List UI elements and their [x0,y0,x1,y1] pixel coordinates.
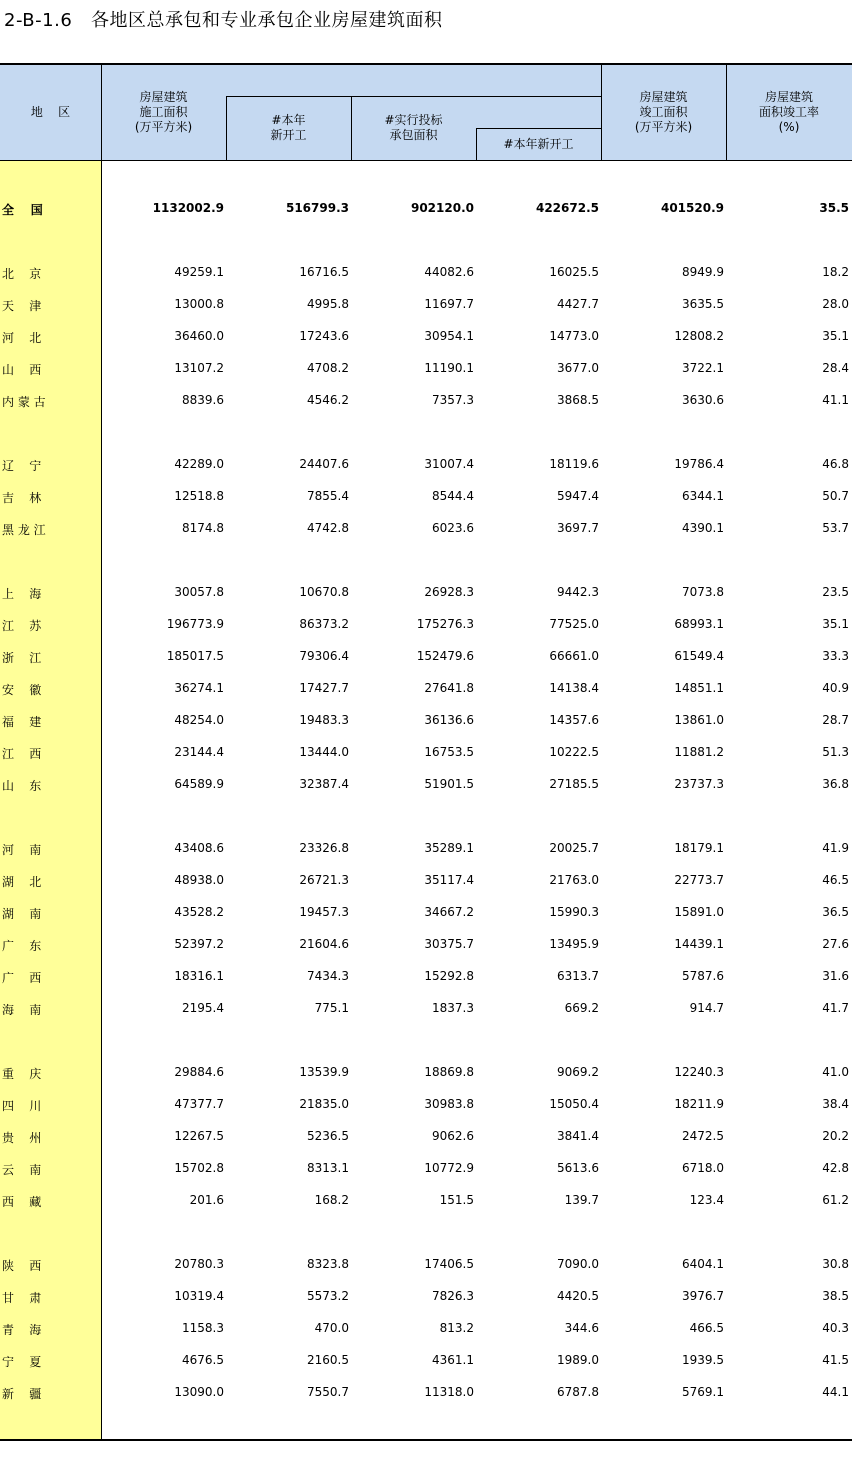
table-cell: 470.0 [314,1321,349,1335]
table-cell: 3841.4 [557,1129,599,1143]
table-cell: 152479.6 [416,649,474,663]
table-cell: 2472.5 [682,1129,724,1143]
region-name: 重 庆 [2,1067,42,1081]
table-cell: 36136.6 [424,713,474,727]
table-cell: 123.4 [689,1193,724,1207]
region-name: 甘 肃 [2,1291,42,1305]
table-cell: 66661.0 [549,649,599,663]
table-cell: 14773.0 [549,329,599,343]
table-cell: 30.8 [822,1257,849,1271]
table-cell: 48938.0 [174,873,224,887]
table-row [0,262,852,282]
table-cell: 11697.7 [424,297,474,311]
table-row [0,358,852,378]
table-row [0,1382,852,1402]
table-cell: 5613.6 [557,1161,599,1175]
table-cell: 27.6 [822,937,849,951]
header-tender-area: #实行投标 承包面积 [384,113,443,142]
table-cell: 27641.8 [424,681,474,695]
table-cell: 4742.8 [307,521,349,535]
table-cell: 77525.0 [549,617,599,631]
table-row [0,934,852,954]
region-name: 云 南 [2,1163,42,1177]
table-cell: 30983.8 [424,1097,474,1111]
region-name: 浙 江 [2,651,42,665]
table-cell: 5787.6 [682,969,724,983]
table-cell: 34667.2 [424,905,474,919]
table-cell: 15891.0 [674,905,724,919]
table-cell: 30954.1 [424,329,474,343]
table-cell: 18316.1 [174,969,224,983]
table-cell: 12808.2 [674,329,724,343]
table-cell: 2195.4 [182,1001,224,1015]
table-row [0,870,852,890]
table-cell: 23.5 [822,585,849,599]
table-row [0,1254,852,1274]
table-cell: 3722.1 [682,361,724,375]
table-cell: 42289.0 [174,457,224,471]
table-cell: 516799.3 [285,201,349,215]
table-cell: 26928.3 [424,585,474,599]
region-name: 贵 州 [2,1131,42,1145]
region-name: 河 南 [2,843,42,857]
table-cell: 40.3 [822,1321,849,1335]
region-name: 黑 龙 江 [2,523,46,537]
region-name: 吉 林 [2,491,42,505]
table-cell: 8544.4 [432,489,474,503]
table-cell: 15050.4 [549,1097,599,1111]
table-cell: 16753.5 [424,745,474,759]
table-cell: 8949.9 [682,265,724,279]
table-cell: 10319.4 [174,1289,224,1303]
table-cell: 669.2 [564,1001,599,1015]
table-cell: 41.5 [822,1353,849,1367]
table-cell: 17406.5 [424,1257,474,1271]
table-cell: 13539.9 [299,1065,349,1079]
table-cell: 6787.8 [557,1385,599,1399]
table-cell: 13107.2 [174,361,224,375]
header-construction-area: 房屋建筑 施工面积 (万平方米) [134,89,193,134]
table-cell: 11190.1 [424,361,474,375]
table-cell: 6718.0 [682,1161,724,1175]
region-name: 河 北 [2,331,42,345]
table-cell: 36.8 [822,777,849,791]
region-name: 辽 宁 [2,459,42,473]
table-cell: 44082.6 [424,265,474,279]
region-name: 内 蒙 古 [2,395,46,409]
table-cell: 28.7 [822,713,849,727]
region-name: 广 西 [2,971,42,985]
table-cell: 23737.3 [674,777,724,791]
table-cell: 139.7 [564,1193,599,1207]
table-cell: 14138.4 [549,681,599,695]
region-name: 江 苏 [2,619,42,633]
table-row [0,1318,852,1338]
table-cell: 13861.0 [674,713,724,727]
table-row [0,1062,852,1082]
table-cell: 27185.5 [549,777,599,791]
table-cell: 41.1 [822,393,849,407]
table-cell: 6313.7 [557,969,599,983]
table-cell: 10772.9 [424,1161,474,1175]
table-row [0,1126,852,1146]
table-cell: 33.3 [822,649,849,663]
table-cell: 43408.6 [174,841,224,855]
table-cell: 35.1 [822,617,849,631]
table-cell: 6023.6 [432,521,474,535]
region-name: 山 西 [2,363,42,377]
table-cell: 185017.5 [166,649,224,663]
region-name: 天 津 [2,299,42,313]
table-cell: 29884.6 [174,1065,224,1079]
table-row [0,1286,852,1306]
table-cell: 36274.1 [174,681,224,695]
table-cell: 13444.0 [299,745,349,759]
table-cell: 13090.0 [174,1385,224,1399]
region-name: 北 京 [2,267,42,281]
table-cell: 401520.9 [660,201,724,215]
table-row [0,966,852,986]
table-cell: 3697.7 [557,521,599,535]
table-cell: 21604.6 [299,937,349,951]
table-cell: 7090.0 [557,1257,599,1271]
region-name: 宁 夏 [2,1355,42,1369]
table-cell: 3868.5 [557,393,599,407]
table-cell: 4361.1 [432,1353,474,1367]
region-name: 福 建 [2,715,42,729]
table-cell: 36460.0 [174,329,224,343]
table-cell: 1939.5 [682,1353,724,1367]
table-cell: 151.5 [439,1193,474,1207]
table-cell: 7434.3 [307,969,349,983]
table-cell: 18211.9 [674,1097,724,1111]
region-name: 湖 北 [2,875,42,889]
table-row [0,646,852,666]
table-row [0,614,852,634]
table-cell: 4420.5 [557,1289,599,1303]
region-name: 安 徽 [2,683,42,697]
table-cell: 41.0 [822,1065,849,1079]
table-cell: 15990.3 [549,905,599,919]
table-cell: 7073.8 [682,585,724,599]
table-row [0,1158,852,1178]
table-cell: 18.2 [822,265,849,279]
table-cell: 8313.1 [307,1161,349,1175]
table-cell: 5573.2 [307,1289,349,1303]
table-cell: 53.7 [822,521,849,535]
table-bottom-border [0,1439,852,1441]
table-cell: 11318.0 [424,1385,474,1399]
table-cell: 30375.7 [424,937,474,951]
region-name: 上 海 [2,587,42,601]
table-cell: 914.7 [689,1001,724,1015]
table-cell: 13495.9 [549,937,599,951]
page-title: 2-B-1.6 各地区总承包和专业承包企业房屋建筑面积 [4,10,443,31]
table-cell: 42.8 [822,1161,849,1175]
table-cell: 21763.0 [549,873,599,887]
table-cell: 1158.3 [182,1321,224,1335]
table-cell: 12240.3 [674,1065,724,1079]
table-cell: 36.5 [822,905,849,919]
table-cell: 4546.2 [307,393,349,407]
table-cell: 19483.3 [299,713,349,727]
table-cell: 196773.9 [166,617,224,631]
table-row [0,838,852,858]
header-completion-rate: 房屋建筑 面积竣工率 (%) [758,89,819,134]
table-cell: 9069.2 [557,1065,599,1079]
table-cell: 775.1 [314,1001,349,1015]
table-cell: 4708.2 [307,361,349,375]
region-name: 陕 西 [2,1259,42,1273]
table-cell: 50.7 [822,489,849,503]
table-cell: 3677.0 [557,361,599,375]
region-column-background [0,160,101,1440]
table-cell: 9442.3 [557,585,599,599]
table-cell: 10670.8 [299,585,349,599]
table-row [0,390,852,410]
table-cell: 22773.7 [674,873,724,887]
table-row [0,198,852,218]
region-name: 山 东 [2,779,42,793]
table-cell: 46.5 [822,873,849,887]
table-cell: 9062.6 [432,1129,474,1143]
table-cell: 47377.7 [174,1097,224,1111]
table-cell: 3630.6 [682,393,724,407]
table-cell: 26721.3 [299,873,349,887]
table-cell: 18179.1 [674,841,724,855]
table-row [0,1350,852,1370]
table-cell: 15702.8 [174,1161,224,1175]
table-cell: 79306.4 [299,649,349,663]
table-cell: 31.6 [822,969,849,983]
table-cell: 31007.4 [424,457,474,471]
table-cell: 18869.8 [424,1065,474,1079]
table-row [0,678,852,698]
table-cell: 14357.6 [549,713,599,727]
table-cell: 24407.6 [299,457,349,471]
region-name: 海 南 [2,1003,42,1017]
table-cell: 8174.8 [182,521,224,535]
table-cell: 41.9 [822,841,849,855]
table-cell: 4995.8 [307,297,349,311]
table-cell: 1837.3 [432,1001,474,1015]
table-cell: 64589.9 [174,777,224,791]
header-completed-area: 房屋建筑 竣工面积 (万平方米) [634,89,693,134]
table-row [0,774,852,794]
table-cell: 20.2 [822,1129,849,1143]
table-cell: 38.5 [822,1289,849,1303]
table-cell: 1989.0 [557,1353,599,1367]
table-cell: 4676.5 [182,1353,224,1367]
table-cell: 4390.1 [682,521,724,535]
table-row [0,1094,852,1114]
table-cell: 6344.1 [682,489,724,503]
table-cell: 3635.5 [682,297,724,311]
table-cell: 3976.7 [682,1289,724,1303]
table-cell: 35117.4 [424,873,474,887]
table-cell: 7855.4 [307,489,349,503]
region-name: 新 疆 [2,1387,42,1401]
table-cell: 344.6 [564,1321,599,1335]
table-cell: 46.8 [822,457,849,471]
table-cell: 48254.0 [174,713,224,727]
header-tender-new-start: #本年新开工 [503,136,574,151]
table-cell: 30057.8 [174,585,224,599]
region-name: 青 海 [2,1323,42,1337]
table-cell: 902120.0 [410,201,474,215]
table-cell: 13000.8 [174,297,224,311]
table-cell: 175276.3 [416,617,474,631]
region-name: 湖 南 [2,907,42,921]
table-cell: 35.1 [822,329,849,343]
table-cell: 5769.1 [682,1385,724,1399]
table-cell: 7826.3 [432,1289,474,1303]
table-cell: 12518.8 [174,489,224,503]
table-cell: 32387.4 [299,777,349,791]
table-cell: 7550.7 [307,1385,349,1399]
table-row [0,326,852,346]
header-new-start: #本年 新开工 [270,113,307,142]
table-cell: 16025.5 [549,265,599,279]
table-cell: 51901.5 [424,777,474,791]
table-row [0,582,852,602]
table-cell: 20025.7 [549,841,599,855]
table-cell: 8323.8 [307,1257,349,1271]
table-cell: 11881.2 [674,745,724,759]
table-row [0,518,852,538]
table-cell: 38.4 [822,1097,849,1111]
table-cell: 86373.2 [299,617,349,631]
table-cell: 17243.6 [299,329,349,343]
table-cell: 813.2 [439,1321,474,1335]
table-cell: 8839.6 [182,393,224,407]
table-cell: 422672.5 [535,201,599,215]
table-row [0,742,852,762]
table-cell: 14439.1 [674,937,724,951]
table-cell: 41.7 [822,1001,849,1015]
table-cell: 18119.6 [549,457,599,471]
table-cell: 28.0 [822,297,849,311]
table-cell: 49259.1 [174,265,224,279]
table-cell: 19457.3 [299,905,349,919]
table-row [0,902,852,922]
table-cell: 16716.5 [299,265,349,279]
table-cell: 21835.0 [299,1097,349,1111]
table-cell: 68993.1 [674,617,724,631]
region-name: 全 国 [2,203,43,217]
table-cell: 23326.8 [299,841,349,855]
header-bottom-border [0,160,852,161]
table-cell: 23144.4 [174,745,224,759]
table-cell: 61549.4 [674,649,724,663]
table-cell: 7357.3 [432,393,474,407]
table-cell: 20780.3 [174,1257,224,1271]
table-cell: 28.4 [822,361,849,375]
table-cell: 12267.5 [174,1129,224,1143]
table-cell: 51.3 [822,745,849,759]
table-row [0,454,852,474]
table-cell: 15292.8 [424,969,474,983]
table-cell: 52397.2 [174,937,224,951]
table-cell: 168.2 [314,1193,349,1207]
table-cell: 35.5 [819,201,849,215]
table-row [0,486,852,506]
table-cell: 19786.4 [674,457,724,471]
region-name: 四 川 [2,1099,42,1113]
header-region: 地 区 [30,104,71,119]
table-cell: 6404.1 [682,1257,724,1271]
table-cell: 201.6 [189,1193,224,1207]
table-cell: 14851.1 [674,681,724,695]
table-cell: 5947.4 [557,489,599,503]
table-cell: 40.9 [822,681,849,695]
table-cell: 44.1 [822,1385,849,1399]
table-cell: 1132002.9 [152,201,224,215]
region-name: 广 东 [2,939,42,953]
table-row [0,710,852,730]
table-row [0,1190,852,1210]
table-cell: 4427.7 [557,297,599,311]
table-cell: 35289.1 [424,841,474,855]
table-cell: 5236.5 [307,1129,349,1143]
region-name: 江 西 [2,747,42,761]
table-cell: 2160.5 [307,1353,349,1367]
region-name: 西 藏 [2,1195,42,1209]
table-cell: 61.2 [822,1193,849,1207]
table-row [0,294,852,314]
table-row [0,998,852,1018]
table-cell: 466.5 [689,1321,724,1335]
table-cell: 17427.7 [299,681,349,695]
table-cell: 10222.5 [549,745,599,759]
table-cell: 43528.2 [174,905,224,919]
